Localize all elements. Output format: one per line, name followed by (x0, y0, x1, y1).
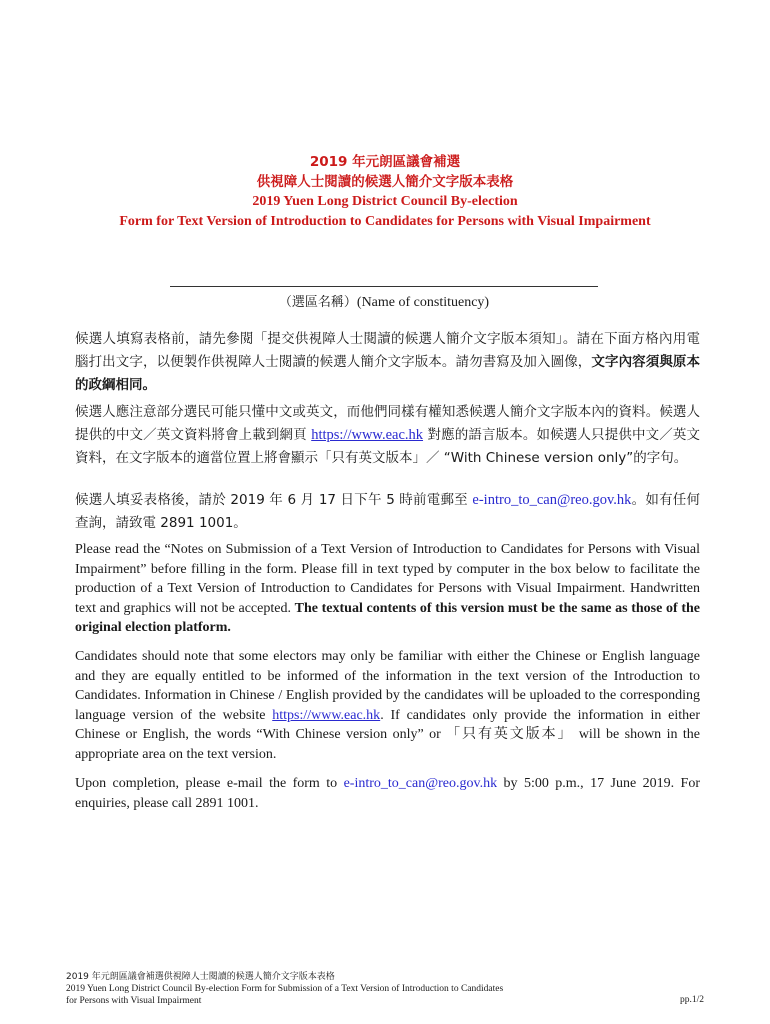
footer-line3: for Persons with Visual Impairment (66, 996, 202, 1006)
zh-submission-paragraph (75, 489, 700, 535)
en-para2-text2: . If candidates only provide the information in either Chinese or English, the words “With Chinese version only” or 「只有英文版本」 will be shown in the appropriate area on the text version. (75, 707, 700, 762)
zh-para1-bold: 文字內容須與原本的政綱相同。 (75, 354, 701, 393)
title-en-line2: Form for Text Version of Introduction to Candidates for Persons with Visual Impairment (119, 214, 651, 229)
footer-line2: 2019 Yuen Long District Council By-election Form for Submission of a Text Version of Introduction to Candidates (66, 984, 504, 994)
en-para1-bold: The textual contents of this version must be the same as those of the original election platform. (75, 600, 700, 636)
en-instructions-paragraph (75, 540, 700, 638)
email-link-zh[interactable]: e-intro_to_can@reo.gov.hk (472, 492, 632, 508)
form-title (0, 152, 770, 232)
title-zh-line2: 供視障人士閱讀的候選人簡介文字版本表格 (256, 174, 514, 190)
zh-para3-text2: 。如有任何查詢，請致電 2891 1001。 (75, 492, 701, 531)
constituency-label (170, 291, 598, 311)
constituency-field (170, 286, 598, 311)
email-link-en[interactable]: e-intro_to_can@reo.gov.hk (343, 776, 498, 791)
constituency-underline (170, 286, 598, 287)
zh-para3-text1: 候選人填妥表格後，請於 2019 年 6 月 17 日下午 5 時前電郵至 (75, 492, 473, 508)
en-para2-text1: Candidates should note that some electors may only be familiar with either the Chinese or English language and they are equally entitled to be informed of the information in the text version of the Introduction to Candidates. Information in Chinese / English provided by the candidates will be uploaded to the corresponding language version of the website (75, 649, 700, 723)
zh-instructions-paragraph (75, 328, 700, 397)
eac-link-zh[interactable]: https://www.eac.hk (311, 427, 424, 443)
title-en-line1: 2019 Yuen Long District Council By-election (252, 194, 518, 209)
constituency-label-zh: （選區名稱） (278, 295, 357, 310)
en-para3-text1: Upon completion, please e-mail the form to (75, 776, 344, 791)
eac-link-en[interactable]: https://www.eac.hk (272, 707, 381, 723)
en-para1-text: Please read the “Notes on Submission of a Text Version of Introduction to Candidates for Persons with Visual Impairment” before filling in the form. Please fill in text typed by computer in the box below to facilitate the production of a Text Version of Introduction to Candidates for Persons with Visual Impairment. Handwritten text and graphics will not be accepted. (75, 542, 700, 616)
zh-para2-text1: 候選人應注意部分選民可能只懂中文或英文，而他們同樣有權知悉候選人簡介文字版本內的資料。候選人提供的中文／英文資料將會上載到網頁 (75, 404, 700, 443)
en-submission-paragraph (75, 774, 700, 813)
title-zh-line1: 2019 年元朗區議會補選 (309, 154, 461, 170)
footer-line1: 2019 年元朗區議會補選供視障人士閱讀的候選人簡介文字版本表格 (66, 972, 335, 982)
page-number: pp.1/2 (679, 995, 704, 1005)
page-footer (66, 971, 706, 1007)
zh-language-paragraph (75, 401, 700, 470)
zh-para1-text: 候選人填寫表格前，請先參閱「提交供視障人士閱讀的候選人簡介文字版本須知」。請在下面方格內用電腦打出文字，以便製作供視障人士閱讀的候選人簡介文字版本。請勿書寫及加入圖像， (75, 331, 700, 370)
zh-para2-text2: 對應的語言版本。如候選人只提供中文／英文資料，在文字版本的適當位置上將會顯示「只有英文版本」／ “With Chinese version only”的字句。 (75, 427, 700, 466)
en-para3-text2: by 5:00 p.m., 17 June 2019. For enquiries, please call 2891 1001. (75, 776, 700, 811)
constituency-label-en: (Name of constituency) (356, 295, 490, 310)
en-language-paragraph (75, 647, 700, 765)
